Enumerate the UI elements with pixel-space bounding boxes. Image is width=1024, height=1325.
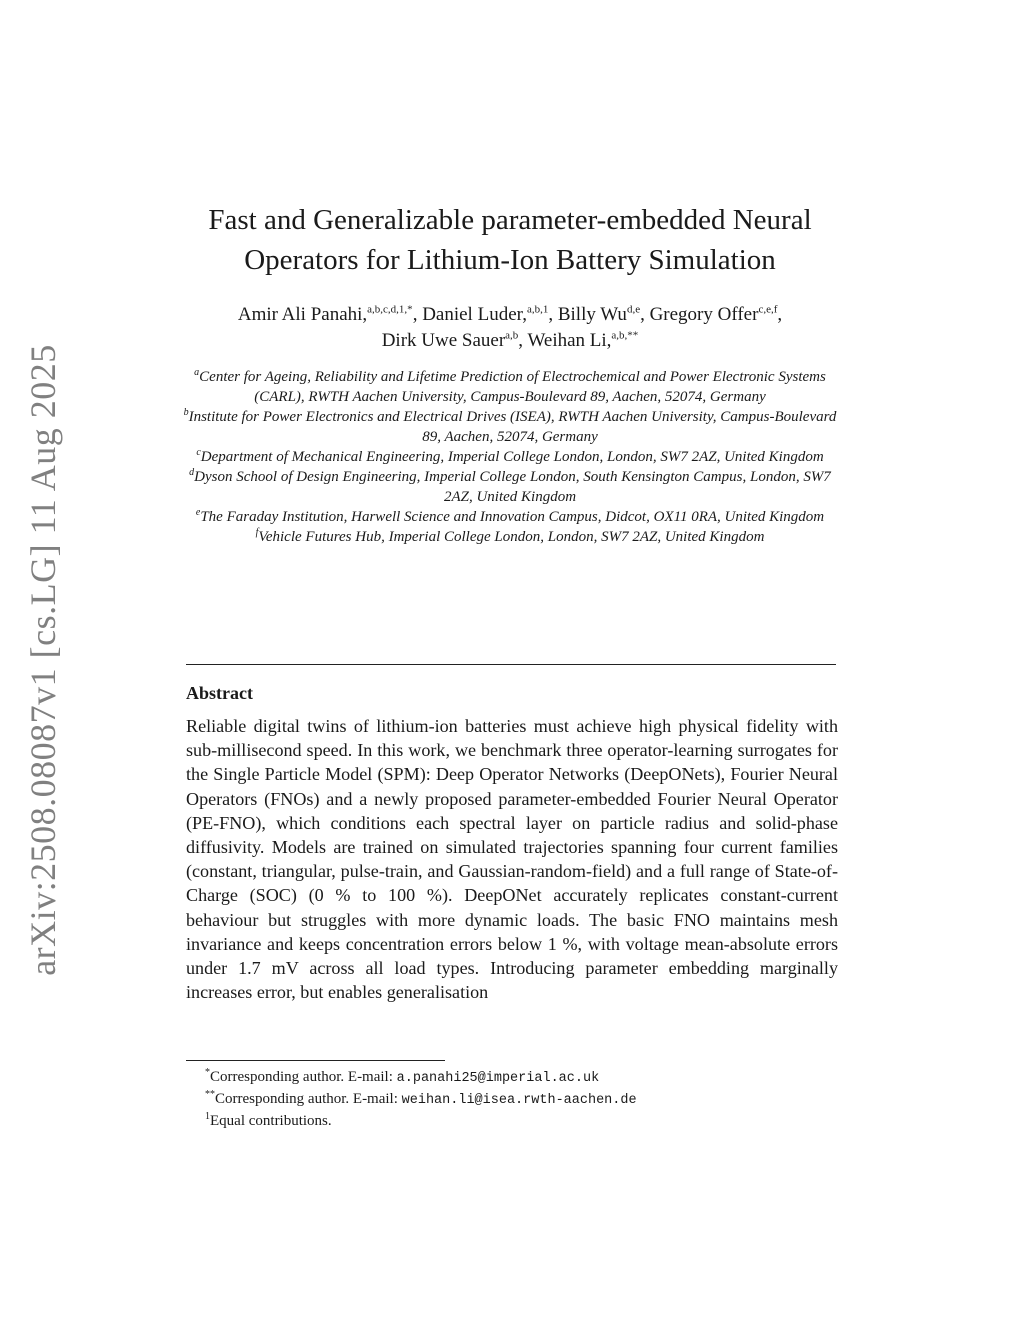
affiliation-text: Vehicle Futures Hub, Imperial College London, London, SW7 2AZ, United Kingdom [258,529,765,545]
footnote-mark: ** [205,1089,215,1100]
affiliation [180,467,840,507]
author-separator: , [548,304,558,325]
footnote-label: Corresponding author. E-mail: [210,1069,397,1085]
affiliation-mark: b [183,407,189,418]
affiliation-text: The Faraday Institution, Harwell Science and Innovation Campus, Didcot, OX11 0RA, United Kingdom [200,509,825,525]
affiliation-list [180,367,840,547]
author-name: Billy Wu [557,304,627,325]
author-separator: , [777,304,783,325]
footnote-mark: 1 [205,1111,210,1122]
footnote [205,1111,637,1131]
affiliation-text: Dyson School of Design Engineering, Imperial College London, South Kensington Campus, London, SW7 2AZ, United Kingdom [194,469,831,505]
author-separator: , [640,304,650,325]
affiliation-mark: a [194,367,200,378]
affiliation-text: Institute for Power Electronics and Electrical Drives (ISEA), RWTH Aachen University, Campus-Boulevard 89, Aachen, 52074, Germany [188,409,837,445]
footnote-email[interactable]: weihan.li@isea.rwth-aachen.de [401,1093,637,1108]
author-marks: a,b,c,d,1,* [367,303,413,316]
affiliation [180,527,840,547]
affiliation [180,447,840,467]
footnotes [205,1067,637,1131]
author-marks: a,b [505,329,519,342]
abstract-body: Reliable digital twins of lithium-ion batteries must achieve high physical fidelity with sub-millisecond speed. In this work, we benchmark three operator-learning surrogates for the Single Particle Model (SPM): Deep Operator Networks (DeepONets), Fourier Neural Operators (FNOs) and a newly proposed parameter-embedded Fourier Neural Operator (PE-FNO), which conditions each spectral layer on particle radius and solid-phase diffusivity. Models are trained on simulated trajectories spanning four current families (constant, triangular, pulse-train, and Gaussian-random-field) and a full range of State-of-Charge (SOC) (0 % to 100 %). DeepONet accurately replicates constant-current behaviour but struggles with more dynamic loads. The basic FNO maintains mesh invariance and keeps concentration errors below 1 %, with voltage mean-absolute errors under 1.7 mV across all load types. Introducing parameter embedding marginally increases error, but enables generalisation [186,716,838,1003]
title-line-1: Fast and Generalizable parameter-embedded Neural [208,204,812,236]
author-marks: d,e [626,303,641,316]
footnote-email[interactable]: a.panahi25@imperial.ac.uk [396,1071,600,1086]
affiliation [180,367,840,407]
title-line-2: Operators for Lithium-Ion Battery Simulation [244,244,776,276]
affiliation-mark: e [195,507,201,518]
author-line-1 [150,302,870,328]
author-name: Amir Ali Panahi, [237,304,368,325]
section-divider [186,664,836,665]
author-name: Dirk Uwe Sauer [381,330,506,351]
affiliation-text: Department of Mechanical Engineering, Imperial College London, London, SW7 2AZ, United Kingdom [200,449,824,465]
author-name: Gregory Offer [649,304,759,325]
author-name: Daniel Luder, [422,304,527,325]
author-separator: , [412,304,423,325]
author-line-2 [150,328,870,354]
affiliation-mark: c [196,447,201,458]
paper-title [180,200,840,280]
footnote-divider [186,1060,445,1061]
footnote [205,1089,637,1111]
affiliation-mark: f [255,527,259,538]
affiliation [180,407,840,447]
abstract-heading: Abstract [186,683,253,703]
affiliation [180,507,840,527]
author-separator: , [518,330,528,351]
affiliation-mark: d [189,467,195,478]
author-marks: a,b,1 [526,303,549,316]
affiliation-text: Center for Ageing, Reliability and Lifetime Prediction of Electrochemical and Power Electronic Systems (CARL), RWTH Aachen University, Campus-Boulevard 89, Aachen, 52074, Germany [199,369,826,405]
author-marks: a,b,** [611,329,639,342]
author-list [150,302,870,354]
arxiv-stamp: arXiv:2508.08087v1 [cs.LG] 11 Aug 2025 [23,344,63,976]
footnote-label: Corresponding author. E-mail: [215,1091,402,1107]
footnote [205,1067,637,1089]
footnote-label: Equal contributions. [210,1113,332,1129]
author-marks: c,e,f [758,303,778,316]
author-name: Weihan Li, [527,330,612,351]
footnote-mark: * [205,1067,210,1078]
